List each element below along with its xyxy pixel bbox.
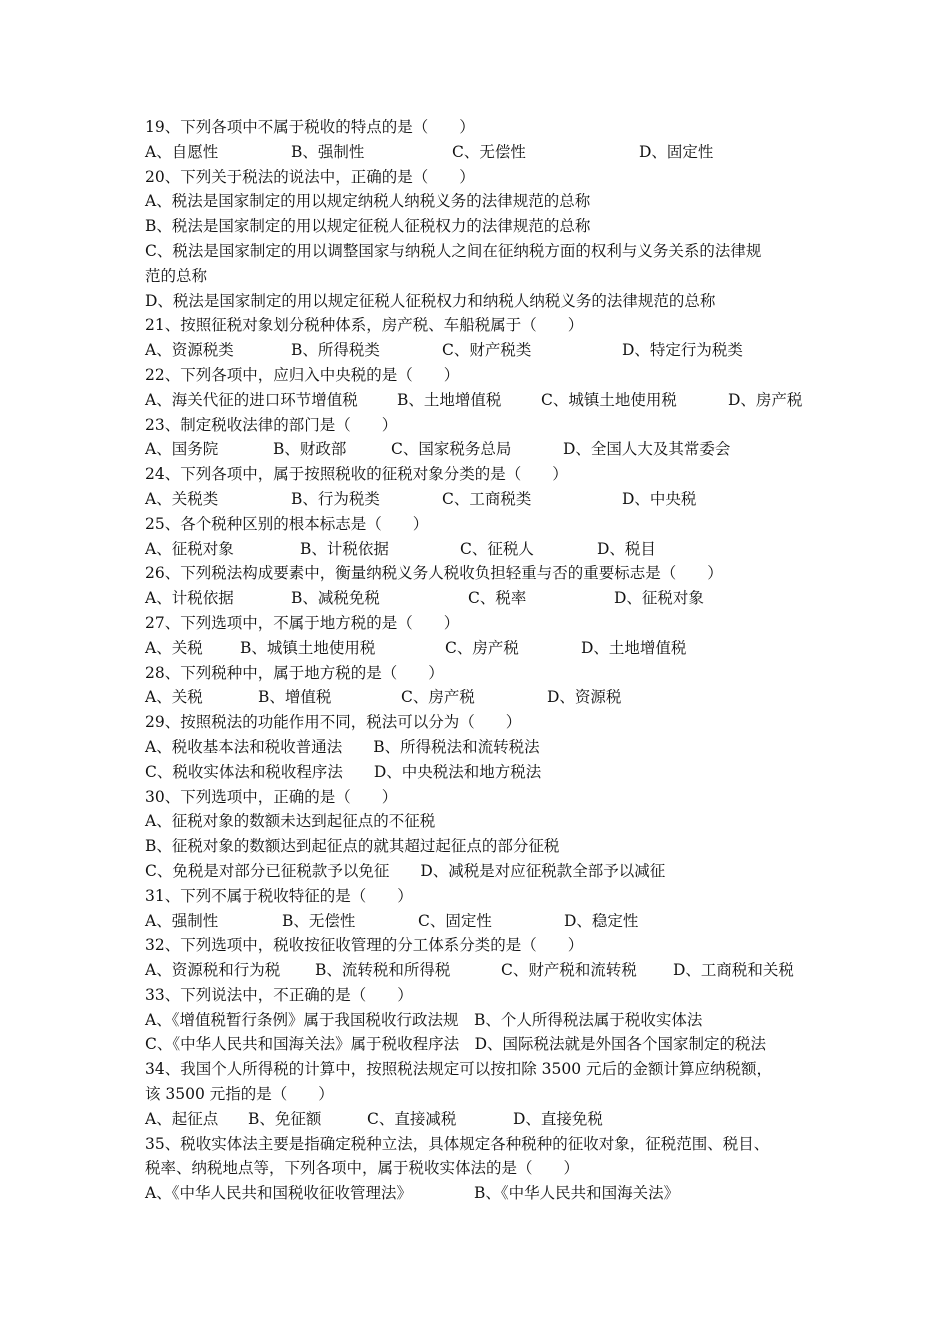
- option-d: D、中央税: [622, 489, 697, 508]
- option-line: D、税法是国家制定的用以规定征税人征税权力和纳税人纳税义务的法律规范的总称: [145, 291, 716, 310]
- option-b: B、免征额: [248, 1109, 322, 1128]
- question-21: 21、按照征税对象划分税种体系，房产税、车船税属于（ ）: [145, 316, 584, 335]
- option-line: 范的总称: [145, 266, 208, 285]
- question-23: 23、制定税收法律的部门是（ ）: [145, 415, 398, 434]
- option-line: C、税法是国家制定的用以调整国家与纳税人之间在征纳税方面的权利与义务关系的法律规: [145, 241, 762, 260]
- option-line: B、税法是国家制定的用以规定征税人征税权力的法律规范的总称: [145, 217, 591, 236]
- options-23: [145, 437, 835, 462]
- option-d: D、固定性: [639, 142, 714, 161]
- question-26: 26、下列税法构成要素中，衡量纳税义务人税收负担轻重与否的重要标志是（ ）: [145, 564, 723, 583]
- question-list: [145, 115, 835, 1206]
- options-34: [145, 1107, 835, 1132]
- option-a: A、海关代征的进口环节增值税: [145, 390, 358, 409]
- options-32: [145, 958, 835, 983]
- option-line: B、征税对象的数额达到起征点的就其超过起征点的部分征税: [145, 837, 560, 856]
- question-33: 33、下列说法中，不正确的是（ ）: [145, 985, 413, 1004]
- question-24: 24、下列各项中，属于按照税收的征税对象分类的是（ ）: [145, 465, 568, 484]
- options-22: [145, 388, 835, 413]
- option-line: C、税收实体法和税收程序法 D、中央税法和地方税法: [145, 762, 542, 781]
- option-a: A、计税依据: [145, 589, 234, 608]
- question-25: 25、各个税种区别的根本标志是（ ）: [145, 514, 429, 533]
- question-20: 20、下列关于税法的说法中，正确的是（ ）: [145, 167, 475, 186]
- option-b: B、城镇土地使用税: [240, 638, 376, 657]
- option-c: C、财产税和流转税: [501, 961, 637, 980]
- option-b: B、无偿性: [282, 911, 356, 930]
- option-c: C、无偿性: [452, 142, 526, 161]
- option-b: B、强制性: [291, 142, 365, 161]
- option-c: C、工商税类: [442, 489, 532, 508]
- option-b: B、增值税: [258, 688, 332, 707]
- option-a: A、起征点: [145, 1109, 219, 1128]
- option-c: C、直接减税: [367, 1109, 457, 1128]
- option-b: B、《中华人民共和国海关法》: [474, 1184, 680, 1203]
- option-c: C、固定性: [418, 911, 492, 930]
- option-d: D、资源税: [547, 688, 622, 707]
- question-29: 29、按照税法的功能作用不同，税法可以分为（ ）: [145, 713, 522, 732]
- option-b: B、流转税和所得税: [315, 961, 451, 980]
- option-b: B、财政部: [273, 440, 347, 459]
- question-28: 28、下列税种中，属于地方税的是（ ）: [145, 663, 444, 682]
- option-d: D、特定行为税类: [622, 341, 743, 360]
- option-line: C、《中华人民共和国海关法》属于税收程序法 D、国际税法就是外国各个国家制定的税法: [145, 1035, 767, 1054]
- option-d: D、工商税和关税: [673, 961, 794, 980]
- option-b: B、行为税类: [291, 489, 380, 508]
- option-a: A、关税: [145, 688, 203, 707]
- options-19: [145, 140, 835, 165]
- options-27: [145, 636, 835, 661]
- options-35: [145, 1181, 835, 1206]
- question-32: 32、下列选项中，税收按征收管理的分工体系分类的是（ ）: [145, 936, 584, 955]
- option-d: D、直接免税: [513, 1109, 603, 1128]
- option-a: A、资源税和行为税: [145, 961, 281, 980]
- options-26: [145, 586, 835, 611]
- question-22: 22、下列各项中，应归入中央税的是（ ）: [145, 365, 460, 384]
- option-d: D、土地增值税: [581, 638, 687, 657]
- option-d: D、稳定性: [564, 911, 639, 930]
- option-b: B、计税依据: [300, 539, 389, 558]
- option-c: C、国家税务总局: [391, 440, 512, 459]
- option-c: C、房产税: [445, 638, 519, 657]
- option-a: A、资源税类: [145, 341, 234, 360]
- option-d: D、征税对象: [614, 589, 704, 608]
- option-line: A、税法是国家制定的用以规定纳税人纳税义务的法律规范的总称: [145, 192, 591, 211]
- question-30: 30、下列选项中，正确的是（ ）: [145, 787, 398, 806]
- option-c: C、财产税类: [442, 341, 532, 360]
- options-24: [145, 487, 835, 512]
- option-b: B、所得税类: [291, 341, 380, 360]
- option-a: A、征税对象: [145, 539, 234, 558]
- option-a: A、强制性: [145, 911, 219, 930]
- option-d: D、全国人大及其常委会: [563, 440, 731, 459]
- option-d: D、税目: [597, 539, 656, 558]
- question-19: 19、下列各项中不属于税收的特点的是（ ）: [145, 118, 475, 136]
- option-b: B、减税免税: [291, 589, 380, 608]
- option-c: C、房产税: [401, 688, 475, 707]
- option-line: A、《增值税暂行条例》属于我国税收行政法规 B、个人所得税法属于税收实体法: [145, 1010, 703, 1029]
- option-d: D、房产税: [728, 390, 803, 409]
- option-line: A、征税对象的数额未达到起征点的不征税: [145, 812, 436, 831]
- question-31: 31、下列不属于税收特征的是（ ）: [145, 886, 413, 905]
- option-a: A、自愿性: [145, 142, 219, 161]
- option-a: A、关税: [145, 638, 203, 657]
- options-21: [145, 338, 835, 363]
- option-a: A、《中华人民共和国税收征收管理法》: [145, 1184, 412, 1203]
- option-a: A、国务院: [145, 440, 219, 459]
- option-c: C、征税人: [460, 539, 534, 558]
- options-31: [145, 909, 835, 934]
- question-35: 35、税收实体法主要是指确定税种立法，具体规定各种税种的征收对象，征税范围、税目、: [145, 1134, 770, 1153]
- option-c: C、税率: [468, 589, 527, 608]
- option-a: A、关税类: [145, 489, 219, 508]
- options-28: [145, 685, 835, 710]
- question-35-cont: 税率、纳税地点等，下列各项中，属于税收实体法的是（ ）: [145, 1159, 580, 1178]
- options-25: [145, 537, 835, 562]
- option-line: C、免税是对部分已征税款予以免征 D、减税是对应征税款全部予以减征: [145, 861, 666, 880]
- option-c: C、城镇土地使用税: [541, 390, 677, 409]
- option-line: A、税收基本法和税收普通法 B、所得税法和流转税法: [145, 737, 540, 756]
- option-b: B、土地增值税: [397, 390, 502, 409]
- question-27: 27、下列选项中，不属于地方税的是（ ）: [145, 613, 460, 632]
- question-34-cont: 该 3500 元指的是（ ）: [145, 1085, 334, 1104]
- question-34: 34、我国个人所得税的计算中，按照税法规定可以按扣除 3500 元后的金额计算应纳税额，: [145, 1060, 773, 1079]
